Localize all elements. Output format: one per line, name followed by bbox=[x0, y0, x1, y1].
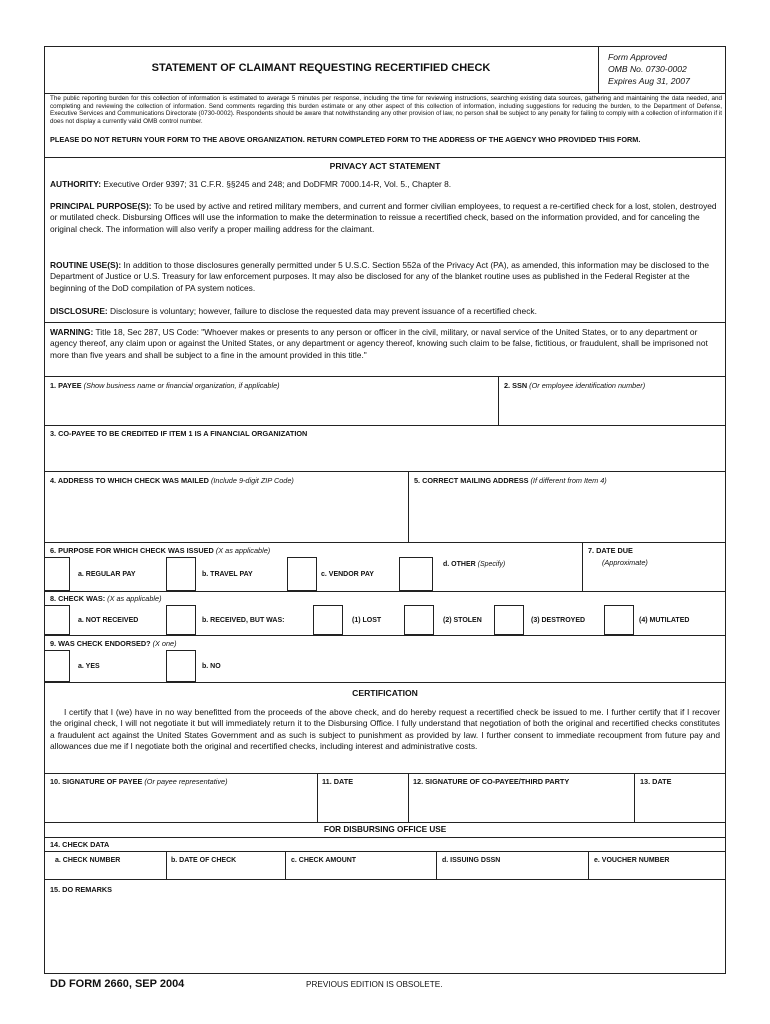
purpose-paragraph bbox=[50, 201, 720, 235]
previous-edition-notice: PREVIOUS EDITION IS OBSOLETE. bbox=[306, 980, 443, 989]
address-label: 4. ADDRESS TO WHICH CHECK WAS MAILED (Include 9-digit ZIP Code) bbox=[50, 476, 294, 485]
signature-payee-field[interactable] bbox=[46, 790, 314, 820]
correct-address-field[interactable] bbox=[410, 488, 724, 540]
omb-info bbox=[608, 51, 723, 87]
travel-pay-label: b. TRAVEL PAY bbox=[202, 571, 253, 578]
mutilated-checkbox[interactable] bbox=[604, 605, 634, 635]
date-field[interactable] bbox=[319, 790, 405, 820]
regular-pay-checkbox[interactable] bbox=[44, 557, 70, 591]
vendor-pay-checkbox[interactable] bbox=[287, 557, 317, 591]
date-due-hint: (Approximate) bbox=[602, 558, 648, 567]
lost-label: (1) LOST bbox=[352, 617, 382, 624]
endorsed-no-checkbox[interactable] bbox=[166, 650, 196, 682]
certification-heading: CERTIFICATION bbox=[352, 688, 418, 698]
authority-text: Executive Order 9397; 31 C.F.R. §§245 and 248; and DoDFMR 7000.14-R, Vol. 5., Chapter 8. bbox=[103, 179, 452, 189]
mutilated-label: (4) MUTILATED bbox=[639, 617, 690, 624]
routine-label: ROUTINE USE(S): bbox=[50, 260, 122, 270]
authority-paragraph bbox=[50, 179, 720, 190]
certification-text: I certify that I (we) have in no way benefitted from the proceeds of the above check, and do hereby request a recertified check be issued to me. I further certify that if I recover the original check, I will not negotiate it but will immediately return it to the Disbursing Office. I fully understand that negotiation of both the original and recertified checks constitutes a fraudulent act against the United States Government and as such is subject to punishment as provided by law. I further consent to immediate recoupment from future pay and allowances due me if I negotiate both the original and recertified checks, including interest and administrative costs. bbox=[50, 707, 720, 752]
stolen-checkbox[interactable] bbox=[404, 605, 434, 635]
warning-paragraph bbox=[50, 327, 720, 361]
purpose-label: 6. PURPOSE FOR WHICH CHECK WAS ISSUED (X as applicable) bbox=[50, 546, 271, 555]
destroyed-checkbox[interactable] bbox=[494, 605, 524, 635]
check-was-label: 8. CHECK WAS: (X as applicable) bbox=[50, 594, 162, 603]
endorsed-label: 9. WAS CHECK ENDORSED? (X one) bbox=[50, 639, 177, 648]
return-warning: PLEASE DO NOT RETURN YOUR FORM TO THE ABOVE ORGANIZATION. RETURN COMPLETED FORM TO THE ADDRESS OF THE AGENCY WHO PROVIDED THIS FORM. bbox=[50, 135, 641, 144]
received-but-was-checkbox[interactable] bbox=[166, 605, 196, 635]
payee-label: 1. PAYEE (Show business name or financial organization, if applicable) bbox=[50, 381, 280, 390]
remarks-label: 15. DO REMARKS bbox=[50, 885, 113, 894]
expiration-date: Expires Aug 31, 2007 bbox=[608, 76, 690, 86]
remarks-field[interactable] bbox=[46, 898, 724, 972]
lost-checkbox[interactable] bbox=[313, 605, 343, 635]
burden-statement: The public reporting burden for this collection of information is estimated to average 5 minutes per response, including the time for reviewing instructions, searching existing data sources, gathering and maintaining the data needed, and completing and reviewing the collection of information. Send comments regarding this burden estimate or any other aspect of this collection of information, including suggestions for reducing the burden, to the Department of Defense, Executive Services and Communications Directorate (0730-0002). Respondents should be aware that notwithstanding any other provision of law, no person shall be subject to any penalty for failing to comply with a collection of information if it does not display a currently valid OMB control number. bbox=[50, 95, 722, 125]
purpose-text: To be used by active and retired military members, and current and former civilian employees, to request a re-certified check for a lost, stolen, destroyed or mutilated check. Disbursing Offices will use the information to make the determination to reissue a recertified check, based on the information provided, and for canceling the original check. The information will also verify a proper mailing address for the claimant. bbox=[50, 201, 717, 234]
ssn-field[interactable] bbox=[500, 392, 724, 424]
ssn-label: 2. SSN (Or employee identification number) bbox=[504, 381, 646, 390]
authority-label: AUTHORITY: bbox=[50, 179, 102, 189]
check-amount-label: c. CHECK AMOUNT bbox=[291, 857, 357, 864]
check-number-label: a. CHECK NUMBER bbox=[55, 857, 121, 864]
endorsed-yes-label: a. YES bbox=[78, 663, 100, 670]
destroyed-label: (3) DESTROYED bbox=[531, 617, 586, 624]
disclosure-text: Disclosure is voluntary; however, failure to disclose the requested data may prevent issuance of a recertified check. bbox=[110, 306, 537, 316]
copayee-label: 3. CO-PAYEE TO BE CREDITED IF ITEM 1 IS A FINANCIAL ORGANIZATION bbox=[50, 429, 308, 438]
warning-text: Title 18, Sec 287, US Code: "Whoever makes or presents to any person or officer in the civil, military, or naval service of the United States, or to any department or agency thereof, any claim upon or against the United States, or any department or agency thereof, knowing such claim to be false, fictitious, or fraudulent, shall be imprisoned not more than five years and shall be subject to a fine in the amount provided in this title." bbox=[50, 327, 708, 360]
received-but-was-label: b. RECEIVED, BUT WAS: bbox=[202, 617, 285, 624]
form-id: DD FORM 2660, SEP 2004 bbox=[50, 978, 185, 990]
disclosure-paragraph bbox=[50, 306, 720, 317]
travel-pay-checkbox[interactable] bbox=[166, 557, 196, 591]
not-received-checkbox[interactable] bbox=[44, 605, 70, 635]
signature-copayee-field[interactable] bbox=[410, 790, 632, 820]
other-label: d. OTHER (Specify) bbox=[443, 561, 506, 568]
copayee-field[interactable] bbox=[46, 440, 724, 470]
disclosure-label: DISCLOSURE: bbox=[50, 306, 108, 316]
signature-copayee-label: 12. SIGNATURE OF CO-PAYEE/THIRD PARTY bbox=[413, 777, 570, 786]
routine-text: In addition to those disclosures generally permitted under 5 U.S.C. Section 552a of the Privacy Act (PA), as amended, this information may be disclosed to the Department of Justice or U.S. Treasury for law enforcement purposes. It may also be disclosed for any of the blanket routine uses as published in the Federal Register at the beginning of the DoD compilation of PA system notices. bbox=[50, 260, 709, 293]
form-approved: Form Approved bbox=[608, 52, 667, 62]
date2-label: 13. DATE bbox=[640, 777, 672, 786]
form-title: STATEMENT OF CLAIMANT REQUESTING RECERTIFIED CHECK bbox=[151, 62, 491, 74]
warning-label: WARNING: bbox=[50, 327, 94, 337]
endorsed-no-label: b. NO bbox=[202, 663, 221, 670]
other-checkbox[interactable] bbox=[399, 557, 433, 591]
regular-pay-label: a. REGULAR PAY bbox=[78, 571, 136, 578]
date-due-label: 7. DATE DUE bbox=[588, 546, 633, 555]
date-label: 11. DATE bbox=[322, 777, 354, 786]
issuing-dssn-label: d. ISSUING DSSN bbox=[442, 857, 501, 864]
not-received-label: a. NOT RECEIVED bbox=[78, 617, 139, 624]
date2-field[interactable] bbox=[636, 790, 724, 820]
purpose-label: PRINCIPAL PURPOSE(S): bbox=[50, 201, 152, 211]
check-data-label: 14. CHECK DATA bbox=[50, 840, 110, 849]
office-use-heading: FOR DISBURSING OFFICE USE bbox=[323, 825, 447, 834]
vendor-pay-label: c. VENDOR PAY bbox=[321, 571, 374, 578]
stolen-label: (2) STOLEN bbox=[443, 617, 482, 624]
voucher-number-label: e. VOUCHER NUMBER bbox=[594, 857, 670, 864]
address-field[interactable] bbox=[46, 488, 406, 540]
correct-address-label: 5. CORRECT MAILING ADDRESS (If different from Item 4) bbox=[414, 476, 607, 485]
signature-payee-label: 10. SIGNATURE OF PAYEE (Or payee representative) bbox=[50, 777, 228, 786]
omb-number: OMB No. 0730-0002 bbox=[608, 64, 687, 74]
routine-paragraph bbox=[50, 260, 720, 294]
payee-field[interactable] bbox=[46, 392, 496, 424]
date-of-check-label: b. DATE OF CHECK bbox=[171, 857, 237, 864]
endorsed-yes-checkbox[interactable] bbox=[44, 650, 70, 682]
privacy-act-heading: PRIVACY ACT STATEMENT bbox=[329, 161, 441, 171]
